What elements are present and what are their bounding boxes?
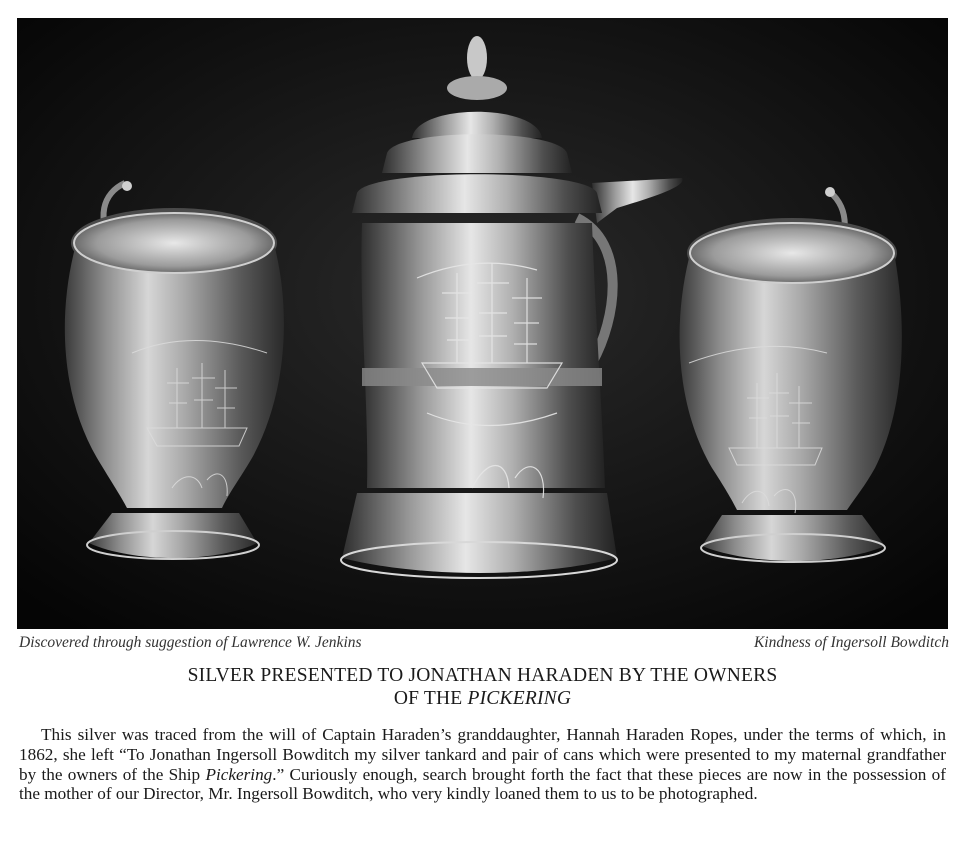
body-part2: .” Curiously enough, search brought forth the fact that these pieces are now in the possession of the mother of our Director, Mr. Ingersoll Bowditch, who very kindly loaned them to us to be photographed. [19, 764, 946, 804]
credit-discovered: Discovered through suggestion of Lawrence W. Jenkins [19, 634, 362, 651]
caption-title-line2-prefix: OF THE [393, 688, 468, 709]
photo-credits [19, 634, 949, 656]
body-paragraph [19, 725, 946, 804]
body-part1: This silver was traced from the will of Captain Haraden’s granddaughter, Hannah Haraden Ropes, under the terms of which, in 1862, she left “To Jonathan Ingersoll Bowditch my silver tankard and pair of cans which were presented to my maternal grandfather by the owners of the Ship [19, 725, 946, 784]
credit-kindness: Kindness of Ingersoll Bowditch [753, 634, 949, 651]
caption-title-line2 [0, 687, 965, 710]
silver-pieces-image [17, 18, 948, 629]
body-ship-name: Pickering [205, 764, 273, 784]
silver-photograph [17, 18, 948, 629]
caption-title [0, 664, 965, 710]
caption-title-line1: SILVER PRESENTED TO JONATHAN HARADEN BY THE OWNERS [187, 665, 778, 686]
caption-ship-name: PICKERING [467, 688, 572, 709]
